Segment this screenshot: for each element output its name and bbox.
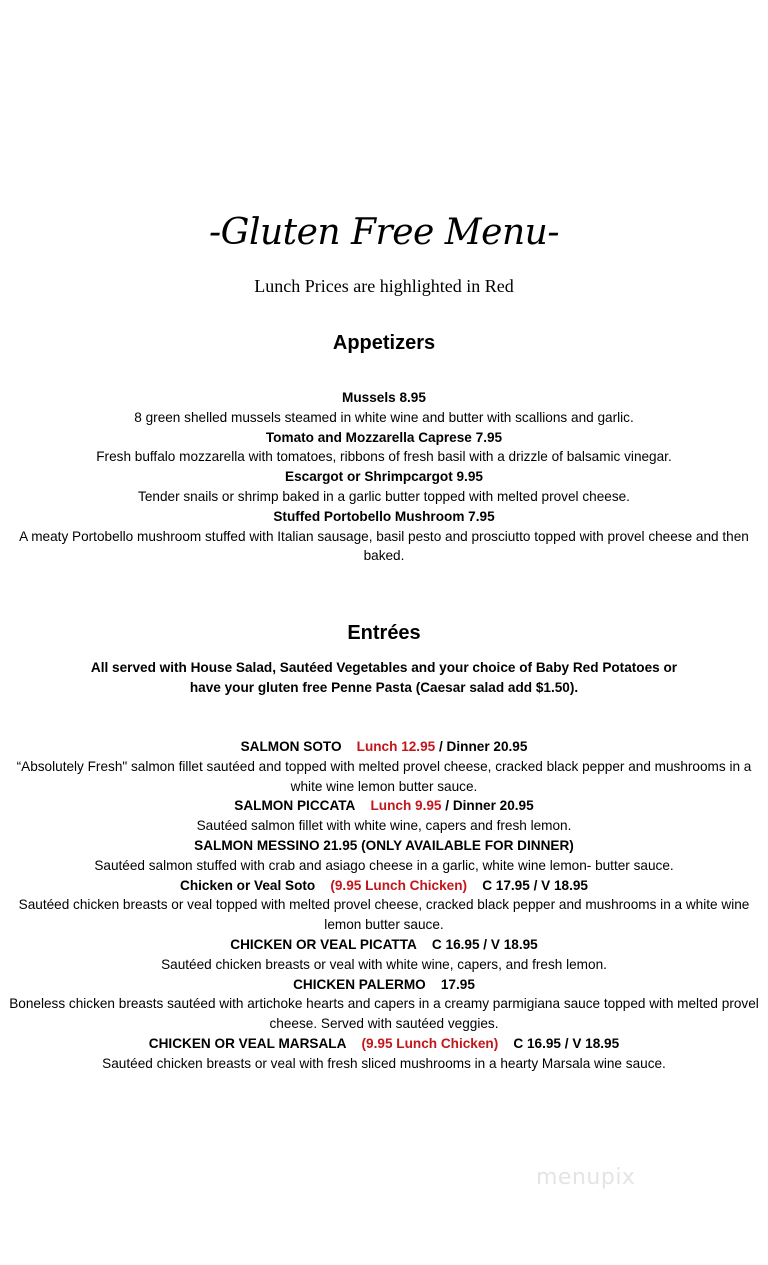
- entree-price: 17.95: [440, 976, 475, 992]
- entree-description: “Absolutely Fresh" salmon fillet sautéed and topped with melted provel cheese, cracked black pepper and mushrooms in a white wine lemon butter sauce.: [16, 758, 752, 794]
- entree-price: / Dinner 20.95: [445, 798, 534, 814]
- entrees-heading: Entrées: [347, 622, 421, 644]
- appetizer-description: 8 green shelled mussels steamed in white wine and butter with scallions and garlic.: [134, 409, 634, 425]
- entree-title-line: [0, 876, 768, 896]
- entree-description: Sautéed chicken breasts or veal with fresh sliced mushrooms in a hearty Marsala wine sauce.: [102, 1055, 666, 1071]
- appetizer-name: Stuffed Portobello Mushroom 7.95: [273, 508, 495, 524]
- entree-description: Sautéed salmon fillet with white wine, capers and fresh lemon.: [196, 818, 572, 834]
- entree-name: Chicken or Veal Soto: [180, 877, 316, 893]
- menu-subtitle: Lunch Prices are highlighted in Red: [254, 276, 514, 296]
- appetizer-name: Escargot or Shrimpcargot 9.95: [285, 469, 483, 485]
- entree-name: SALMON PICCATA: [234, 798, 356, 814]
- entree-lunch-price: (9.95 Lunch Chicken): [330, 877, 468, 893]
- entree-price: C 16.95 / V 18.95: [431, 936, 538, 952]
- appetizer-description: Tender snails or shrimp baked in a garlic butter topped with melted provel cheese.: [138, 488, 630, 504]
- appetizers-list: [0, 388, 768, 566]
- entree-name: CHICKEN PALERMO: [293, 976, 426, 992]
- entree-name: SALMON MESSINO 21.95 (ONLY AVAILABLE FOR DINNER): [194, 837, 574, 853]
- watermark-logo: menupix: [536, 1165, 636, 1190]
- appetizer-description: A meaty Portobello mushroom stuffed with Italian sausage, basil pesto and prosciutto topped with provel cheese and then baked.: [19, 528, 749, 564]
- appetizer-description: Fresh buffalo mozzarella with tomatoes, ribbons of fresh basil with a drizzle of balsamic vinegar.: [96, 449, 672, 465]
- entree-title-line: [0, 935, 768, 955]
- entree-title-line: [0, 975, 768, 995]
- appetizer-name: Mussels 8.95: [342, 390, 426, 405]
- entree-lunch-price: Lunch 12.95: [356, 739, 436, 754]
- appetizer-name: Tomato and Mozzarella Caprese 7.95: [265, 429, 503, 445]
- entree-name: CHICKEN OR VEAL PICATTA: [230, 936, 417, 952]
- entree-price: C 17.95 / V 18.95: [482, 877, 588, 893]
- entrees-note: All served with House Salad, Sautéed Vegetables and your choice of Baby Red Potatoes or have your gluten free Penne Pasta (Caesar salad add $1.50).: [90, 660, 678, 695]
- entree-name: CHICKEN OR VEAL MARSALA: [148, 1035, 347, 1051]
- entree-price: / Dinner 20.95: [439, 739, 528, 754]
- entrees-list: [0, 737, 768, 1074]
- entree-title-line: [0, 836, 768, 856]
- menu-title: -Gluten Free Menu-: [209, 212, 559, 253]
- entree-title-line: [0, 796, 768, 816]
- entree-description: Sautéed chicken breasts or veal with white wine, capers, and fresh lemon.: [161, 956, 607, 972]
- entree-lunch-price: Lunch 9.95: [370, 798, 442, 814]
- entree-price: C 16.95 / V 18.95: [513, 1035, 620, 1051]
- entree-name: SALMON SOTO: [240, 739, 342, 754]
- entree-lunch-price: (9.95 Lunch Chicken): [361, 1035, 499, 1051]
- entree-title-line: [0, 1034, 768, 1054]
- appetizers-heading: Appetizers: [332, 332, 436, 354]
- entree-description: Boneless chicken breasts sautéed with artichoke hearts and capers in a creamy parmigiana sauce topped with melted provel cheese. Served with sautéed veggies.: [9, 996, 759, 1032]
- entree-title-line: [0, 737, 768, 757]
- entree-description: Sautéed salmon stuffed with crab and asiago cheese in a garlic, white wine lemon- butter sauce.: [94, 857, 674, 873]
- entree-description: Sautéed chicken breasts or veal topped with melted provel cheese, cracked black pepper and mushrooms in a white wine lemon butter sauce.: [18, 897, 750, 933]
